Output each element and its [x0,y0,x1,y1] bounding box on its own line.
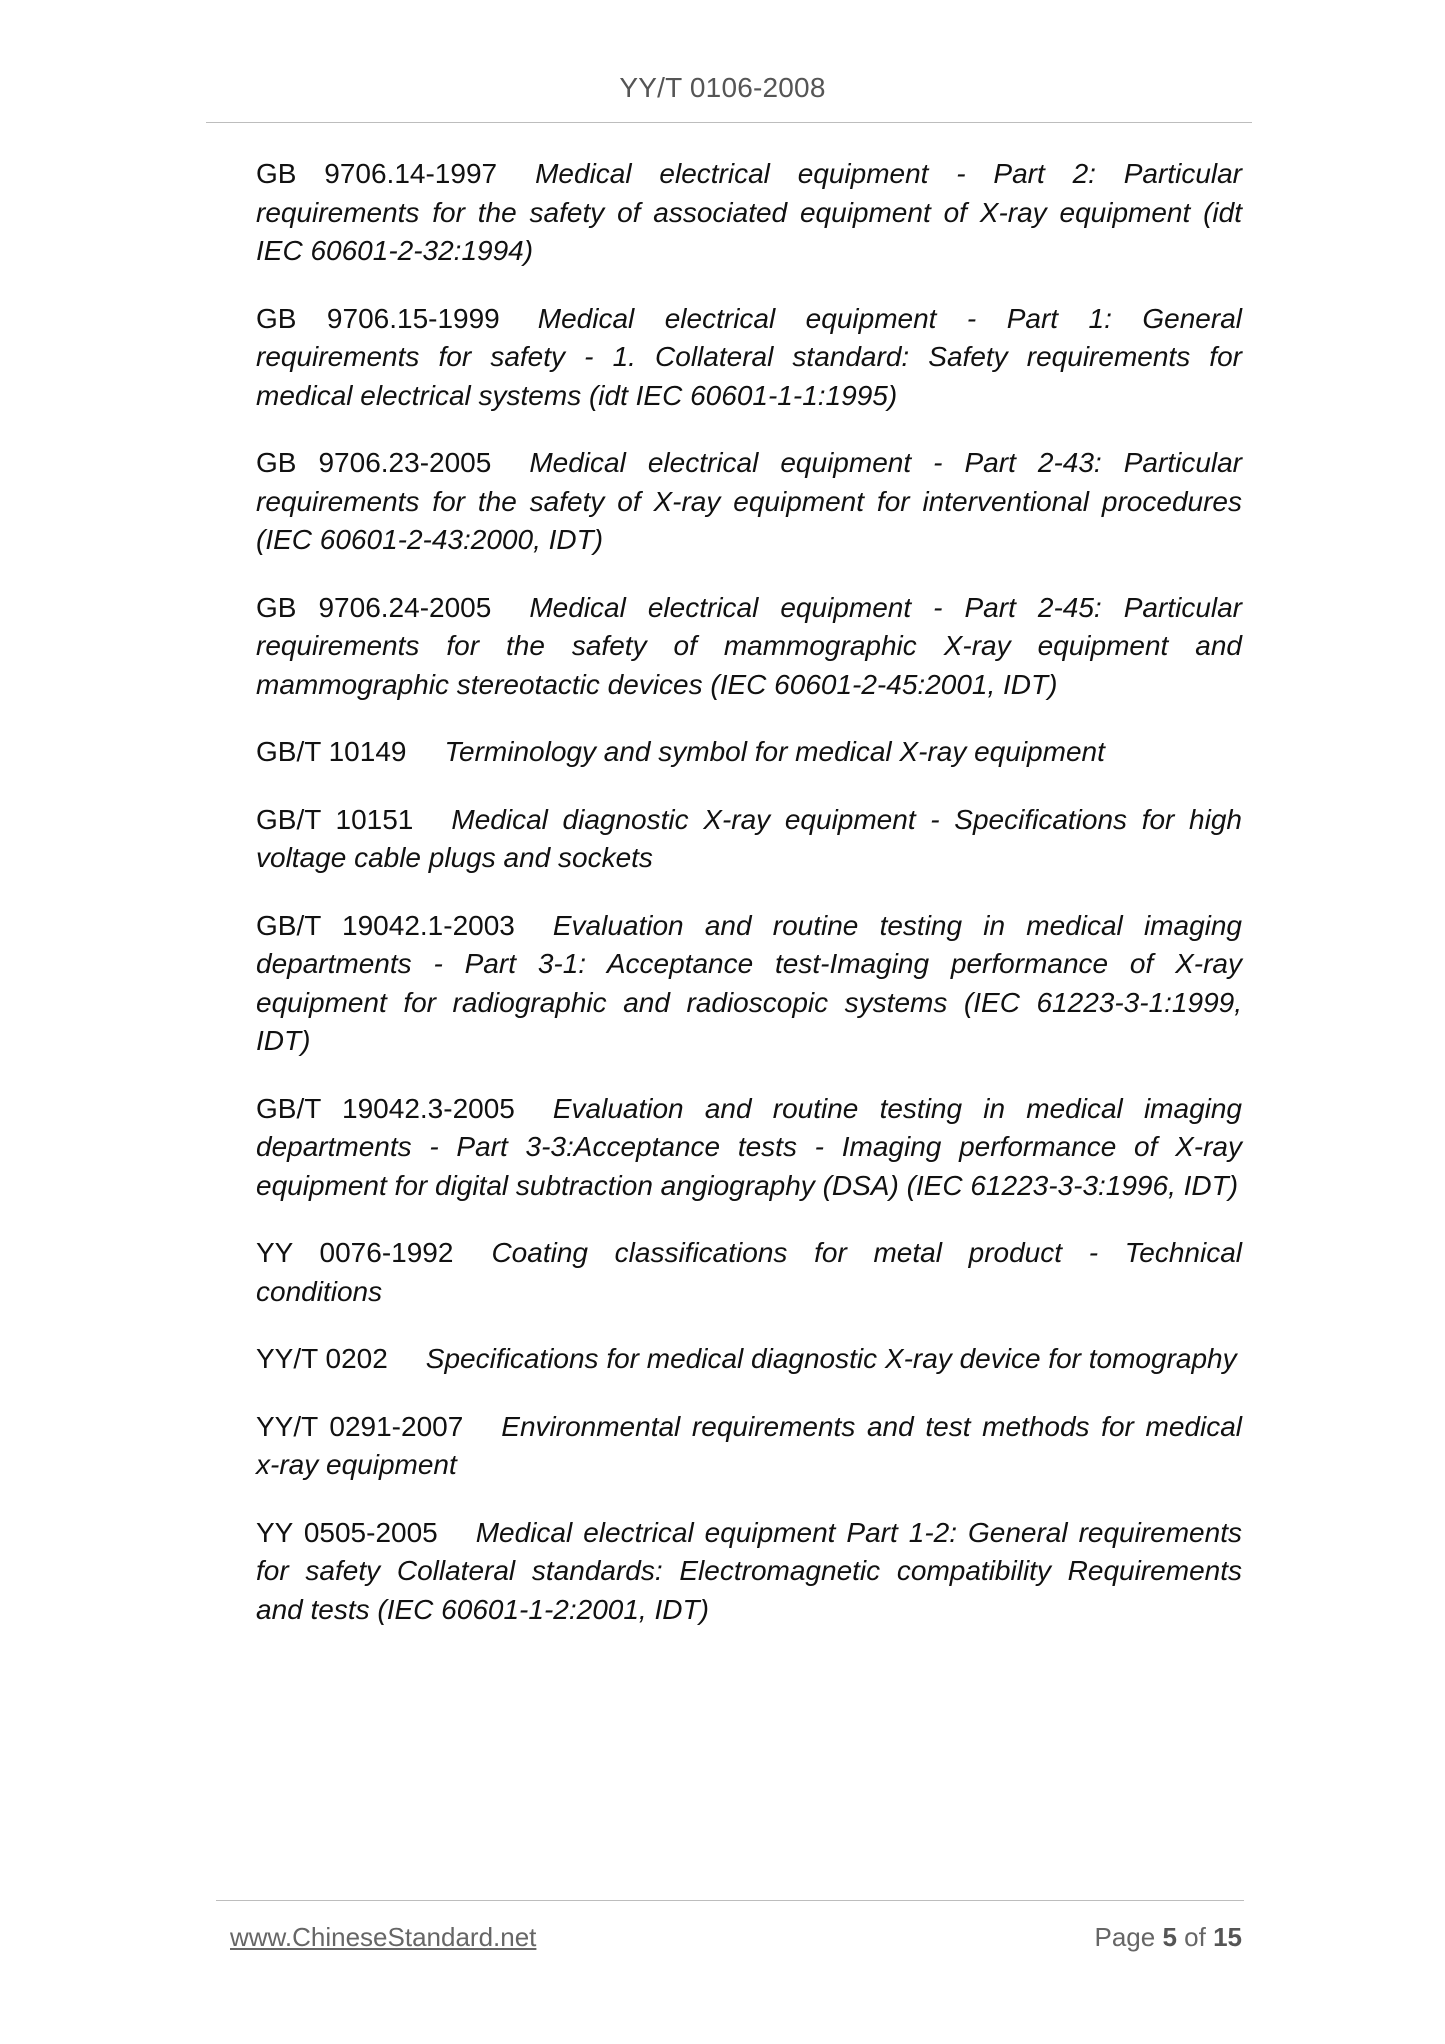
reference-code: YY 0505-2005 [256,1516,438,1548]
reference-list [256,155,1242,1658]
reference-title: Medical electrical equipment - Part 2-43: Particular requirements for the safety of X-ray equipment for interventional procedures (IEC 60601-2-43:2000, IDT) [256,447,1243,555]
reference-code: GB 9706.24-2005 [256,591,492,623]
page-word: Page [1094,1922,1156,1952]
reference-item [256,1408,1242,1485]
reference-item [256,1234,1242,1311]
reference-item [256,733,1242,772]
reference-item [256,907,1242,1061]
website-link[interactable]: www.ChineseStandard.net [230,1922,537,1952]
reference-title: Evaluation and routine testing in medical imaging departments - Part 3-3:Acceptance tests - Imaging performance of X-ray equipment for digital subtraction angiography (DSA) (IEC 61223-3-3:1996, IDT) [256,1092,1243,1201]
reference-code: GB 9706.14-1997 [256,158,498,189]
reference-title: Medical electrical equipment Part 1-2: General requirements for safety Collateral standards: Electromagnetic compatibility Requirements and tests (IEC 60601-1-2:2001, IDT) [256,1516,1242,1625]
page-footer [230,1922,1242,1962]
reference-title: Medical electrical equipment - Part 2: Particular requirements for the safety of associated equipment of X-ray equipment (idt IEC 60601-2-32:1994) [256,158,1243,266]
reference-code: GB/T 19042.3-2005 [256,1092,515,1124]
reference-code: GB 9706.15-1999 [256,302,500,334]
reference-item [256,300,1242,416]
reference-title: Environmental requirements and test methods for medical x-ray equipment [256,1410,1242,1480]
header-divider [206,122,1252,123]
reference-code: YY/T 0291-2007 [256,1410,464,1442]
reference-item [256,589,1242,705]
page-of: of [1184,1922,1206,1952]
reference-item [256,801,1242,878]
reference-code: YY 0076-1992 [256,1237,454,1268]
reference-title: Medical diagnostic X-ray equipment - Specifications for high voltage cable plugs and sockets [256,803,1242,873]
page-number [1094,1922,1242,1953]
reference-title: Evaluation and routine testing in medical imaging departments - Part 3-1: Acceptance test-Imaging performance of X-ray equipment for radiographic and radioscopic systems (IEC 61223-3-1:1999, IDT) [256,909,1243,1056]
reference-item [256,1514,1242,1630]
reference-title: Terminology and symbol for medical X-ray equipment [444,736,1105,767]
reference-item [256,155,1242,271]
footer-divider [216,1900,1244,1901]
page-header-title: YY/T 0106-2008 [619,72,826,103]
reference-code: GB/T 19042.1-2003 [256,909,515,941]
reference-title: Coating classifications for metal product - Technical conditions [256,1237,1242,1307]
reference-code: GB/T 10151 [256,803,414,835]
reference-title: Specifications for medical diagnostic X-ray device for tomography [425,1343,1237,1374]
reference-title: Medical electrical equipment - Part 1: General requirements for safety - 1. Collateral standard: Safety requirements for medical electrical systems (idt IEC 60601-1-1:1995) [256,302,1242,411]
reference-code: GB 9706.23-2005 [256,447,492,478]
reference-title: Medical electrical equipment - Part 2-45: Particular requirements for the safety of mammographic X-ray equipment and mammographic stereotactic devices (IEC 60601-2-45:2001, IDT) [256,591,1243,700]
reference-code: GB/T 10149 [256,736,407,767]
page-total: 15 [1213,1922,1242,1952]
reference-item [256,444,1242,560]
page-current: 5 [1162,1922,1177,1952]
reference-item [256,1090,1242,1206]
reference-item [256,1340,1242,1379]
reference-code: YY/T 0202 [256,1343,388,1374]
